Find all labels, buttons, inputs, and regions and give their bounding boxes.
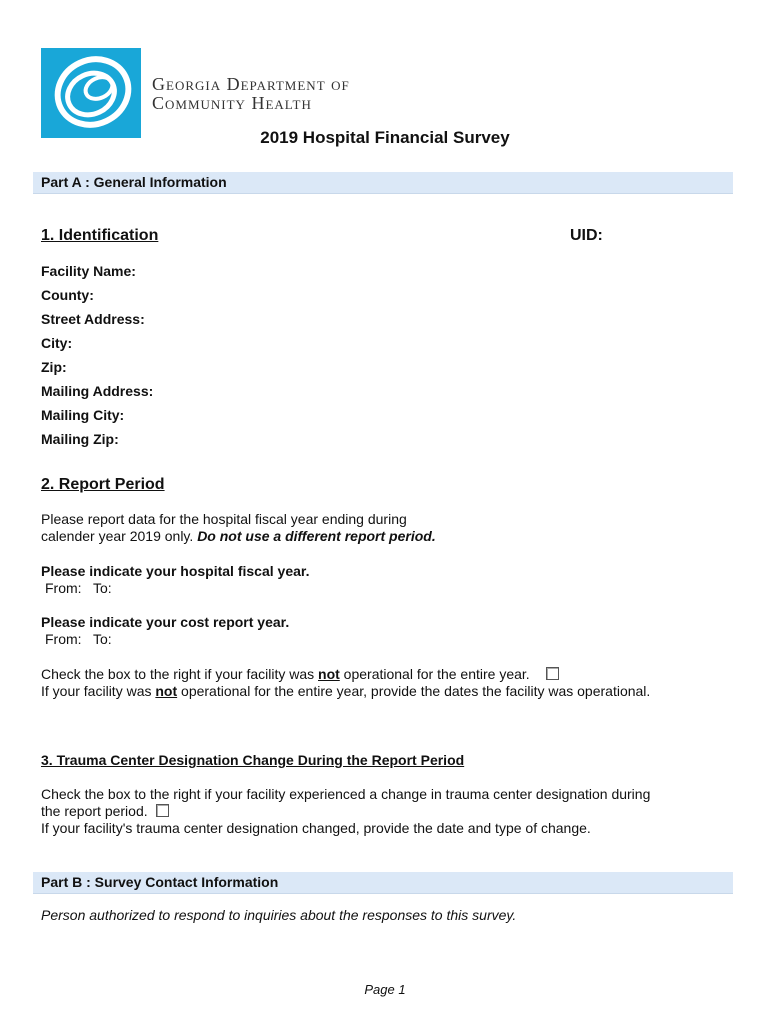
trauma-block	[41, 786, 731, 837]
fiscal-year-label: Please indicate your hospital fiscal year.	[41, 563, 310, 579]
check-pre-text: Check the box to the right if your facility was	[41, 666, 315, 682]
part-a-band	[33, 172, 733, 194]
not-operational-block	[41, 666, 650, 700]
cost-from-to: From: To:	[45, 631, 112, 647]
cost-year-block	[41, 614, 289, 648]
dates-post-text: operational for the entire year, provide the dates the facility was operational.	[181, 683, 651, 699]
trauma-line3: If your facility's trauma center designation changed, provide the date and type of change.	[41, 820, 591, 836]
trauma-line1: Check the box to the right if your facility experienced a change in trauma center designation during	[41, 786, 651, 802]
report-period-heading: 2. Report Period	[41, 476, 165, 493]
field-zip: Zip:	[41, 359, 67, 375]
field-county: County:	[41, 287, 94, 303]
dates-not-text: not	[155, 683, 178, 699]
part-b-label: Part B : Survey Contact Information	[41, 874, 279, 890]
intro-line1: Please report data for the hospital fiscal year ending during	[41, 511, 407, 527]
contact-note: Person authorized to respond to inquiries about the responses to this survey.	[41, 907, 517, 923]
dates-pre-text: If your facility was	[41, 683, 152, 699]
field-city: City:	[41, 335, 73, 351]
field-street-address: Street Address:	[41, 311, 145, 327]
report-period-intro	[41, 511, 436, 545]
survey-title: 2019 Hospital Financial Survey	[260, 128, 510, 147]
intro-emphasis: Do not use a different report period.	[197, 528, 436, 544]
field-mailing-zip: Mailing Zip:	[41, 431, 119, 447]
uid-label: UID:	[570, 227, 603, 244]
field-facility-name: Facility Name:	[41, 263, 136, 279]
page-number: Page 1	[364, 982, 406, 997]
intro-line2: calender year 2019 only.	[41, 528, 194, 544]
dch-logo-mark	[41, 48, 141, 138]
fiscal-from-to: From: To:	[45, 580, 112, 596]
check-not-text: not	[318, 666, 340, 682]
check-post-text: operational for the entire year.	[343, 666, 530, 682]
not-operational-checkbox[interactable]	[546, 667, 559, 680]
trauma-line2: the report period.	[41, 803, 148, 819]
org-name-line2: Community Health	[152, 93, 312, 113]
identification-heading: 1. Identification	[41, 227, 159, 244]
trauma-heading: 3. Trauma Center Designation Change During the Report Period	[41, 752, 465, 768]
cost-year-label: Please indicate your cost report year.	[41, 614, 290, 630]
part-a-label: Part A : General Information	[41, 174, 227, 190]
trauma-change-checkbox[interactable]	[156, 804, 169, 817]
org-name	[152, 75, 350, 113]
dch-logo	[41, 48, 141, 138]
field-mailing-city: Mailing City:	[41, 407, 125, 423]
part-b-band	[33, 872, 733, 894]
fiscal-year-block	[41, 563, 309, 597]
field-mailing-address: Mailing Address:	[41, 383, 154, 399]
org-name-line1: Georgia Department of	[152, 74, 350, 94]
